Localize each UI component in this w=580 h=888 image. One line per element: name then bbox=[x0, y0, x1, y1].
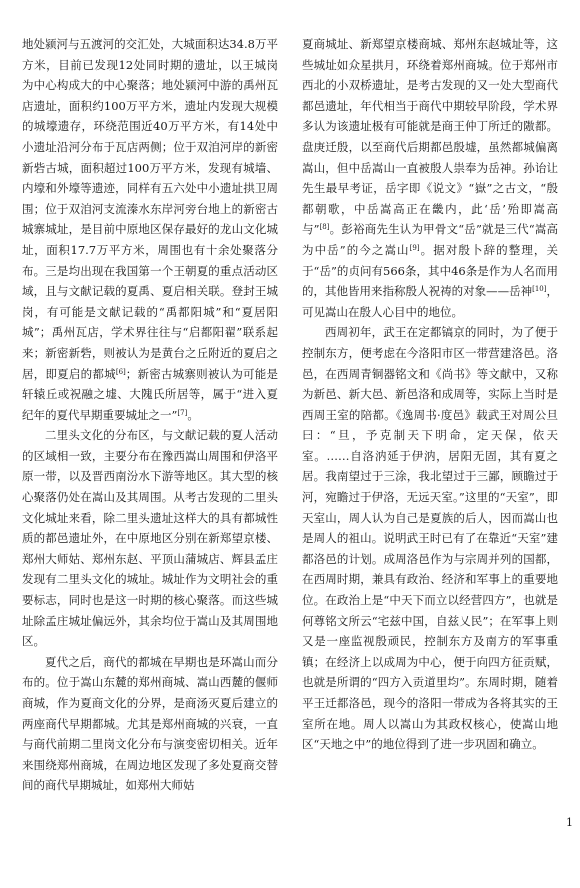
right-column bbox=[302, 34, 558, 755]
text-run: 。 bbox=[187, 407, 199, 422]
text-run: 地处颍河与五渡河的交汇处，大城面积达34.8万平方米，目前已发现12处同时期的遗址，以王城岗为中心构成大的中心聚落；地处颍河中游的禹州瓦店遗址，面积约100万平方米，遗址内发现大规模的城壕遗存，环绕范围近40万平方米，有14处中小遗址沿河分布于瓦店两侧；位于双洎河岸的新密新砦古城，面积超过100万平方米，发现有城墙、内壕和外壕等遗迹，同样有五六处中小遗址拱卫周围；位于双洎河支流溱水东岸河旁台地上的新密古城寨城址，是目前中原地区保存最好的龙山文化城址，面积17.7万平方米，周围也有十余处聚落分布。三是均出现在我国第一个王朝夏的重点活动区域，且与文献记载的夏禹、夏启相关联。登封王城岗，有可能是文献记载的“禹都阳城”和“夏居阳城”；禹州瓦店，学术界往往与“启都阳翟”联系起来；新密新砦，则被认为是黄台之丘附近的夏启之居，即夏启的都城 bbox=[22, 37, 278, 381]
text-run: 夏商城址、新郑望京楼商城、郑州东赵城址等，这些城址如众星拱月，环绕着郑州商城。位于郑州市西北的小双桥遗址，是考古发现的又一处大型商代都邑遗址，年代相当于商代中期较早阶段，学术界多认为该遗址极有可能就是商王仲丁所迁的隞都。盘庚迁殷，以至商代后期都邑殷墟，虽然都城偏离嵩山，但中岳嵩山一直被殷人祟奉为岳神。孙诒让先生最早考证，岳字即《说文》“嶽”之古文，“殷都朝歌，中岳嵩高正在畿内，此‘岳’殆即嵩高与” bbox=[302, 37, 558, 237]
left-column bbox=[22, 34, 278, 796]
citation-10: [10] bbox=[532, 285, 547, 294]
citation-9: [9] bbox=[409, 243, 420, 252]
paragraph-right-1 bbox=[302, 34, 558, 322]
text-run: 。据对殷卜辞的整理，关于“岳”的贞问有566条，其中46条是作为人名而用的，其他皆用来指称殷人祝祷的对象——岳神 bbox=[302, 242, 558, 299]
citation-7: [7] bbox=[177, 408, 188, 417]
paragraph-left-3: 夏代之后，商代的都城在早期也是环嵩山而分布的。位于嵩山东麓的郑州商城、嵩山西麓的偃师商城，作为夏商文化的分界，是商汤灭夏后建立的两座商代早期都城。尤其是郑州商城的兴衰，一直与商代前期二里岗文化分布与演变密切相关。近年来围绕郑州商城，在周边地区发现了多处夏商交替间的商代早期城址，如郑州大师姑 bbox=[22, 654, 278, 793]
paragraph-left-1 bbox=[22, 34, 278, 425]
text-run: 。彭裕商先生认为甲骨文“岳”就是三代“嵩高为中岳”的今之嵩山 bbox=[302, 222, 558, 257]
citation-8: [8] bbox=[319, 223, 330, 232]
text-run: ，可见嵩山在殷人心目中的地位。 bbox=[302, 284, 559, 319]
citation-6: [6] bbox=[115, 367, 126, 376]
paragraph-left-2: 二里头文化的分布区，与文献记载的夏人活动的区域相一致，主要分布在豫西嵩山周围和伊洛平原一带，以及晋西南汾水下游等地区。其大型的核心聚落仍处在嵩山及其周围。从考古发现的二里头文化城址来看，除二里头遗址这样大的具有都城性质的都邑遗址外，在中原地区分别在新郑望京楼、郑州大师姑、郑州东赵、平顶山蒲城店、辉县孟庄发现有二里头文化的城址。城址作为文明社会的重要标志，同时也是这一时期的核心聚落。而这些城址除孟庄城址偏远外，其余均位于嵩山及其周围地区。 bbox=[22, 428, 278, 649]
page-number: 1 bbox=[566, 816, 573, 829]
text-run: ；新密古城寨则被认为可能是轩辕丘或祝融之墟、大隗氏所居等，属于“进入夏纪年的夏代早期重要城址之一” bbox=[22, 366, 279, 422]
paragraph-right-2: 西周初年，武王在定都镐京的同时，为了便于控制东方，便考虑在今洛阳市区一带营建洛邑。洛邑，在西周青铜器铭文和《尚书》等文献中，又称为新邑、新大邑、新邑洛和成周等，实际上当时是西周王室的陪都。《逸周书·度邑》载武王对周公旦曰：“旦，予克制天下明命，定天保，依天室。……自洛汭延于伊汭，居阳无固，其有夏之居。我南望过于三涂，我北望过于三鄙，顾瞻过于河，宛瞻过于伊洛，无远天室。”这里的“天室”，即天室山，周人认为自己是夏族的后人，因而嵩山也是周人的祖山。说明武王时已有了在靠近“天室”建都洛邑的计划。成周洛邑作为与宗周并列的国都，在西周时期，兼具有政治、经济和军事上的重要地位。在政治上是“中天下而立以经营四方”，也就是何尊铭文所云“宅兹中国，自兹乂民”；在军事上则又是一座监视殷顽民，控制东方及南方的军事重镇；在经济上以成周为中心，便于向四方征贡赋，也就是所谓的“四方入贡道里均”。东周时期，随着平王迁都洛邑，现今的洛阳一带成为各将其实的王室所在地。周人以嵩山为其政权核心，使嵩山地区“天地之中”的地位得到了进一步巩固和确立。 bbox=[302, 325, 558, 752]
